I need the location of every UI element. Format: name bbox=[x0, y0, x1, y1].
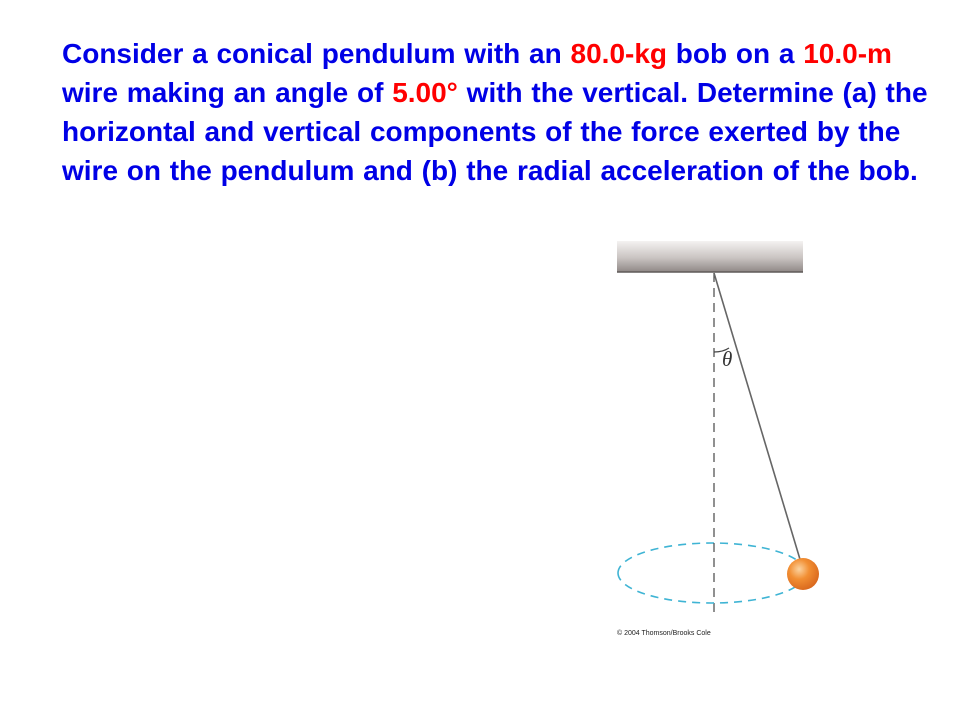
ceiling-support bbox=[617, 241, 803, 272]
pendulum-wire bbox=[714, 273, 802, 566]
circular-path-front bbox=[618, 573, 806, 603]
problem-text-3: wire making an angle of bbox=[62, 77, 393, 108]
pendulum-drawing bbox=[600, 235, 840, 650]
problem-text-2: bob on a bbox=[667, 38, 804, 69]
problem-text-4: with the vertical. Determine (a) the horizontal and vertical components of the force exerted by the wire on the pendulum and (b) the radial acceleration of the bob. bbox=[62, 77, 928, 186]
figure-credit: © 2004 Thomson/Brooks Cole bbox=[617, 630, 711, 637]
problem-text-1: Consider a conical pendulum with an bbox=[62, 38, 571, 69]
pendulum-bob bbox=[787, 558, 819, 590]
mass-value: 80.0-kg bbox=[570, 38, 668, 69]
angle-value: 5.00° bbox=[392, 77, 458, 108]
length-value: 10.0-m bbox=[803, 38, 892, 69]
circular-path-back bbox=[618, 543, 806, 573]
problem-statement bbox=[62, 34, 942, 190]
conical-pendulum-figure bbox=[600, 235, 840, 650]
angle-label: θ bbox=[722, 347, 733, 371]
